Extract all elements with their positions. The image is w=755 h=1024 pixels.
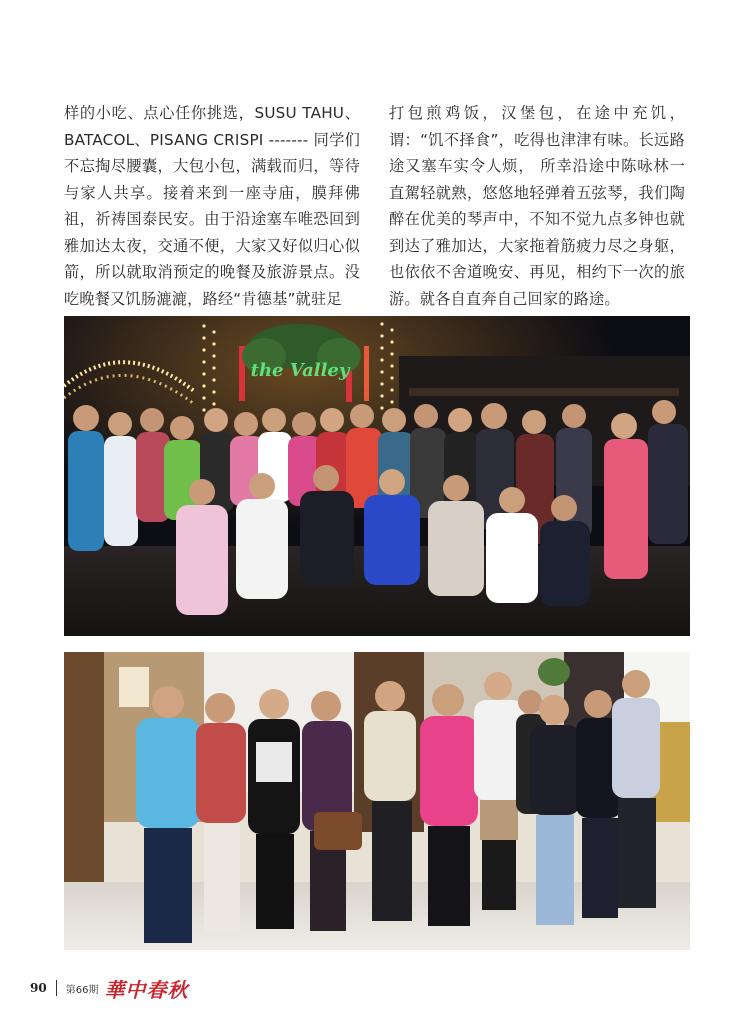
issue-label: 第66期 (65, 984, 99, 996)
page-footer (30, 973, 188, 1003)
magazine-title-logo: 華中春秋 (104, 977, 189, 1002)
article-column-right (389, 100, 685, 312)
group-photo-night (64, 316, 690, 636)
article-column-left (64, 100, 360, 312)
group-photo-lobby (64, 652, 690, 950)
neon-sign-text: the Valley (250, 360, 350, 381)
footer-divider (56, 980, 57, 996)
page-number: 90 (30, 981, 47, 995)
article-text-left: 样的小吃、点心任你挑选，SUSU TAHU、BATACOL、PISANG CRISPI ------- 同学们不忘掏尽腰囊，大包小包，满载而归，等待与家人共享。接着来到一座寺庙，膜拜佛祖，祈祷国泰民安。由于沿途塞车唯恐回到雅加达太夜，交通不便，大家又好似归心似箭，所以就取消预定的晚餐及旅游景点。没吃晚餐又饥肠漉漉，路经“肯德基”就驻足 (64, 104, 360, 308)
article-text-right: 打包煎鸡饭，汉堡包，在途中充饥，谓：“饥不择食”，吃得也津津有味。长远路途又塞车实令人烦， 所幸沿途中陈咏林一直駕轻就熟，悠悠地轻弹着五弦琴，我们陶醉在优美的琴声中，不知不觉九点多钟也就到达了雅加达，大家拖着筋疲力尽之身躯，也依依不舍道晚安、再见，相约下一次的旅游。就各自直奔自己回家的路途。 (389, 104, 685, 308)
